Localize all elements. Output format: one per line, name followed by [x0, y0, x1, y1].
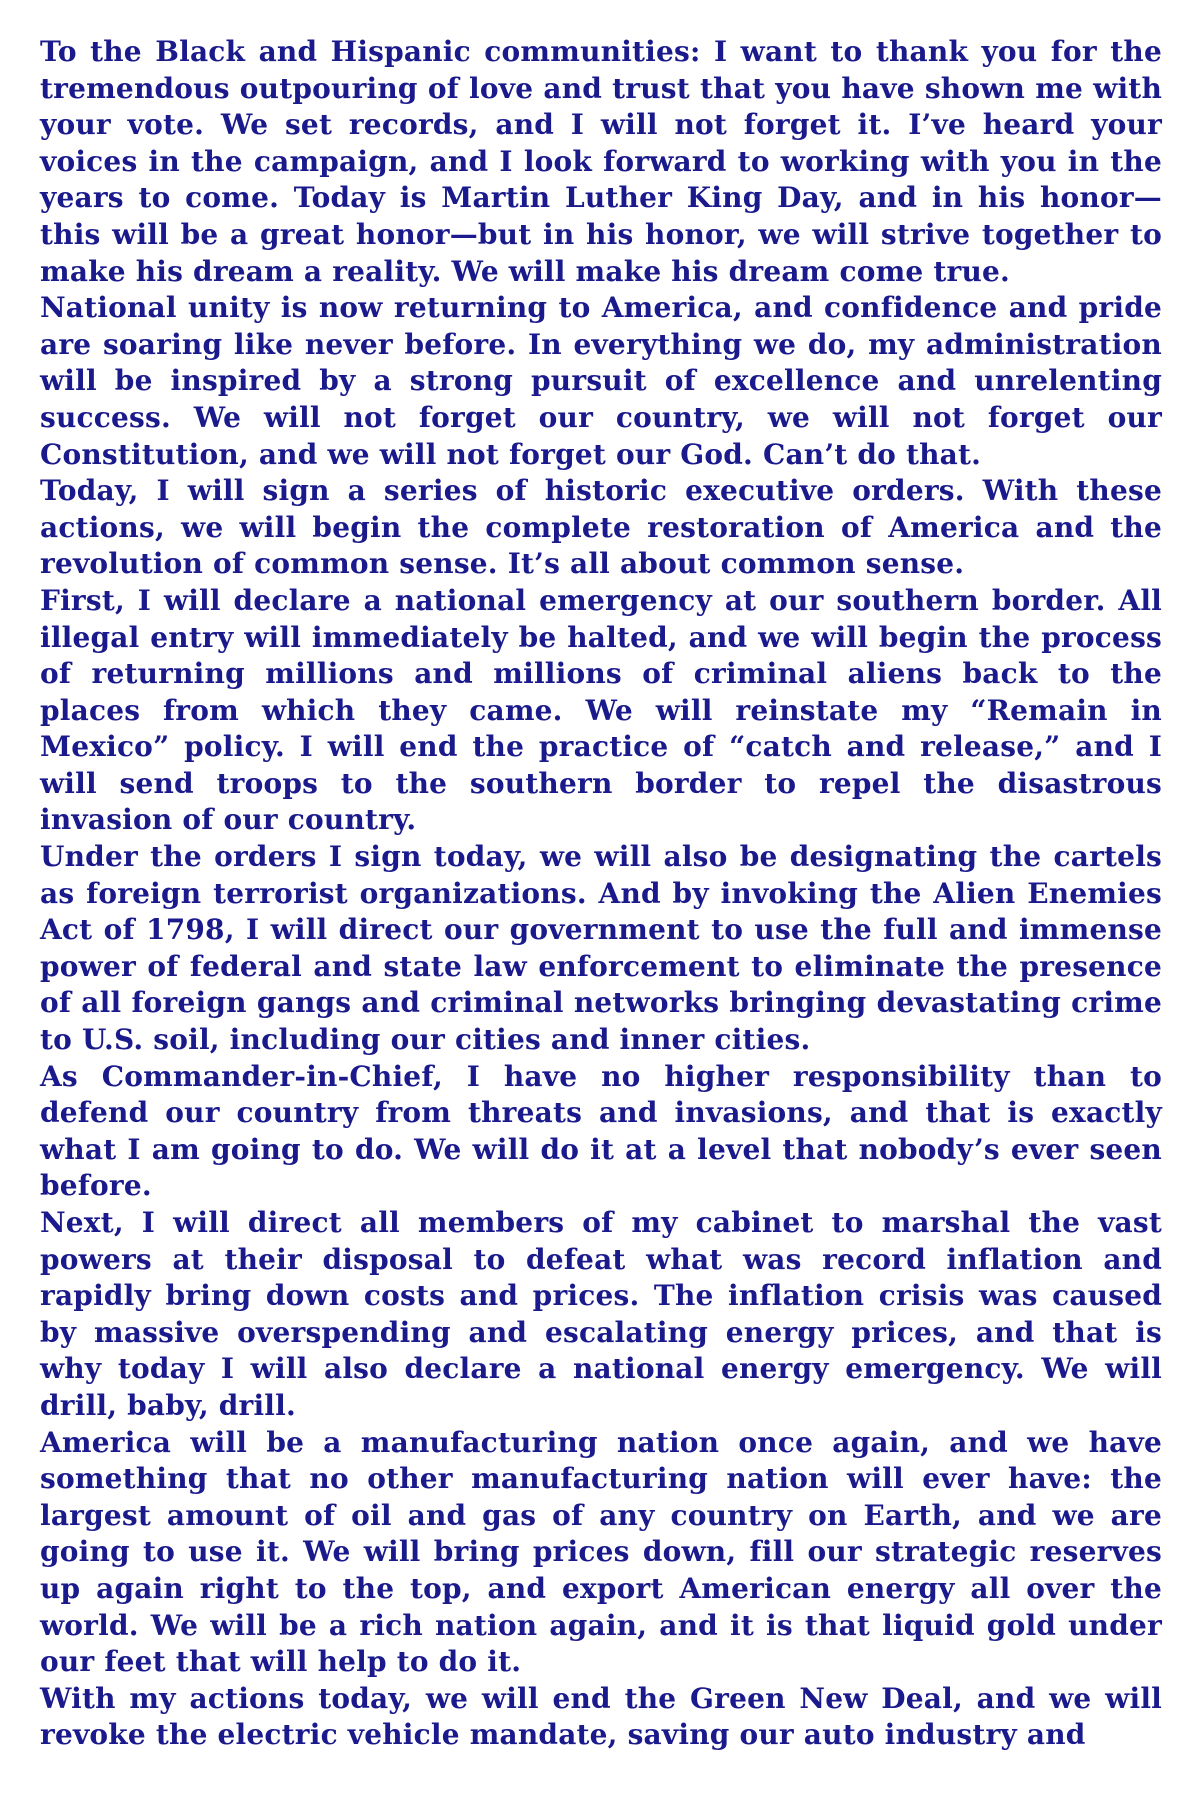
paragraph-3: Today, I will sign a series of historic executive orders. With these actions, we will begin the complete restoration of America and the revolution of common sense. It’s all about common sense.	[40, 474, 1162, 581]
paragraph-1: To the Black and Hispanic communities: I want to thank you for the tremendous outpouring of love and trust that you have shown me with your vote. We set records, and I will not forget it. I’ve heard your voices in the campaign, and I look forward to working with you in the years to come. Today is Martin Luther King Day, and in his honor—this will be a great honor—but in his honor, we will strive together to make his dream a reality. We will make his dream come true.	[40, 35, 1162, 288]
paragraph-7: Next, I will direct all members of my cabinet to marshal the vast powers at their disposal to defeat what was record inflation and rapidly bring down costs and prices. The inflation crisis was caused by massive overspending and escalating energy prices, and that is why today I will also declare a national energy emergency. We will drill, baby, drill.	[40, 1206, 1162, 1422]
paragraph-9: With my actions today, we will end the Green New Deal, and we will revoke the electric vehicle mandate, saving our auto industry and	[40, 1681, 1162, 1752]
document-body	[40, 34, 1162, 1754]
paragraph-2: National unity is now returning to America, and confidence and pride are soaring like never before. In everything we do, my administration will be inspired by a strong pursuit of excellence and unrelenting success. We will not forget our country, we will not forget our Constitution, and we will not forget our God. Can’t do that.	[40, 291, 1162, 471]
paragraph-5: Under the orders I sign today, we will also be designating the cartels as foreign terrorist organizations. And by invoking the Alien Enemies Act of 1798, I will direct our government to use the full and immense power of federal and state law enforcement to eliminate the presence of all foreign gangs and criminal networks bringing devastating crime to U.S. soil, including our cities and inner cities.	[40, 840, 1162, 1057]
paragraph-6: As Commander-in-Chief, I have no higher responsibility than to defend our country from threats and invasions, and that is exactly what I am going to do. We will do it at a level that nobody’s ever seen before.	[40, 1059, 1162, 1203]
paragraph-8: America will be a manufacturing nation once again, and we have something that no other manufacturing nation will ever have: the largest amount of oil and gas of any country on Earth, and we are going to use it. We will bring prices down, fill our strategic reserves up again right to the top, and export American energy all over the world. We will be a rich nation again, and it is that liquid gold under our feet that will help to do it.	[40, 1425, 1162, 1679]
paragraph-4: First, I will declare a national emergency at our southern border. All illegal entry will immediately be halted, and we will begin the process of returning millions and millions of criminal aliens back to the places from which they came. We will reinstate my “Remain in Mexico” policy. I will end the practice of “catch and release,” and I will send troops to the southern border to repel the disastrous invasion of our country.	[40, 583, 1162, 837]
